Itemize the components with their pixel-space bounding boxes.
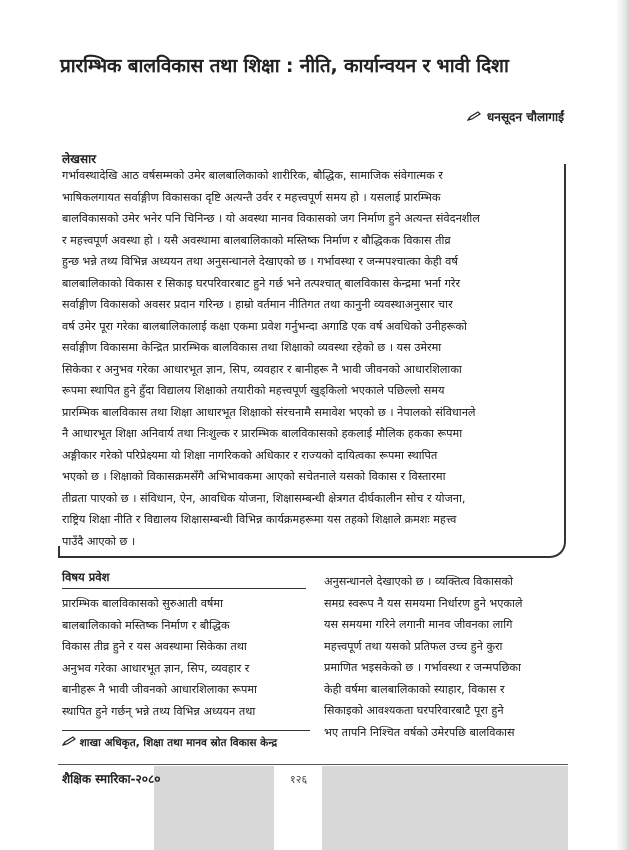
footer-rule	[58, 764, 568, 765]
footer-shade-right	[322, 766, 568, 850]
pen-icon	[467, 110, 481, 124]
text-line: सर्वाङ्गीण विकासमा केन्द्रित प्रारम्भिक बालविकास तथा शिक्षाको व्यवस्था रहेको छ । यस उमेरमा	[62, 341, 442, 354]
text-line: र महत्त्वपूर्ण अवस्था हो । यसै अवस्थामा बालबालिकाको मस्तिष्क निर्माण र बौद्धिकक विकास तीव्र	[62, 233, 451, 247]
text-line: बानीहरू नै भावी जीवनको आधारशिलाका रूपमा	[62, 683, 257, 696]
text-line: भाषिकलगायत सर्वाङ्गीण विकासका दृष्टि अत्यन्तै उर्वर र महत्त्वपूर्ण समय हो । यसलाई प्रारम्भिक	[62, 190, 441, 204]
text-line: हुन्छ भन्ने तथ्य विभिन्न अध्ययन तथा अनुसन्धानले देखाएको छ । गर्भावस्था र जन्मपश्चात्का केही वर्ष	[62, 255, 458, 268]
text-line: विकास तीव्र हुने र यस अवस्थामा सिकेका तथा	[62, 640, 247, 653]
intro-heading: विषय प्रवेश	[62, 570, 110, 584]
text-line: प्रारम्भिक बालविकासको सुरुआती वर्षमा	[62, 597, 223, 610]
text-line: गर्भावस्थादेखि आठ वर्षसम्मको उमेर बालबालिकाको शारीरिक, बौद्धिक, सामाजिक संवेगात्मक र	[62, 169, 443, 182]
text-line: वर्ष उमेर पूरा गरेका बालबालिकालाई कक्षा एकमा प्रवेश गर्नुभन्दा अगाडि एक वर्ष अवधिको उनीहरूको	[62, 319, 467, 333]
text-line: प्रारम्भिक बालविकास तथा शिक्षा आधारभूत शिक्षाको संरचनामै समावेश भएको छ । नेपालको संविधानले	[62, 405, 476, 419]
text-line: समग्र स्वरूप नै यस समयमा निर्धारण हुने भएकाले	[324, 596, 523, 610]
text-line: पाउँदै आएको छ ।	[62, 534, 136, 548]
text-line: अनुसन्धानले देखाएको छ । व्यक्तित्व विकासको	[324, 575, 513, 588]
text-line: अनुभव गरेका आधारभूत ज्ञान, सिप, व्यवहार र	[62, 661, 250, 675]
text-line: राष्ट्रिय शिक्षा नीति र विद्यालय शिक्षासम्बन्धी विभिन्न कार्यक्रमहरूमा यस तहको शिक्षाले क्रमशः महत्त्व	[62, 513, 457, 526]
footnote-text: शाखा अधिकृत, शिक्षा तथा मानव स्रोत विकास केन्द्र	[79, 737, 278, 749]
pen-icon	[62, 737, 80, 749]
text-line: रूपमा स्थापित हुने हुँदा विद्यालय शिक्षाको तयारीको महत्त्वपूर्ण खुड्किलो भएकाले पछिल्लो समय	[62, 384, 445, 397]
text-line: नै आधारभूत शिक्षा अनिवार्य तथा निःशुल्क र प्रारम्भिक बालविकासको हकलाई मौलिक हकका रूपमा	[62, 427, 463, 440]
text-line: प्रमाणित भइसकेको छ । गर्भावस्था र जन्मपछिका	[324, 661, 521, 674]
text-line: सिकेका र अनुभव गरेका आधारभूत ज्ञान, सिप, व्यवहार र बानीहरू नै भावी जीवनको आधारशिलाका	[62, 362, 462, 376]
author-line	[467, 108, 564, 125]
footnote	[62, 736, 322, 750]
author-name: धनसूदन चौलागाईं	[486, 110, 564, 124]
text-line: सिकाइको आवश्यकता घरपरिवारबाटै पूरा हुने	[324, 704, 504, 717]
text-line: बालविकासको उमेर भनेर पनि चिनिन्छ । यो अवस्था मानव विकासको जग निर्माण हुने अत्यन्त संवेदनशील	[62, 212, 480, 225]
journal-name: शैक्षिक स्मारिका-२०८०	[62, 772, 161, 786]
text-line: महत्त्वपूर्ण तथा यसको प्रतिफल उच्च हुने कुरा	[324, 639, 503, 653]
text-line: स्थापित हुने गर्छन् भन्ने तथ्य विभिन्न अध्ययन तथा	[62, 704, 256, 718]
text-line: भएको छ । शिक्षाको विकासक्रमसँगै अभिभावकमा आएको सचेतनाले यसको विकास र विस्तारमा	[62, 470, 446, 483]
page-number: १२६	[290, 773, 308, 786]
footer-shade-left	[154, 766, 274, 850]
text-line: अङ्गीकार गरेको परिप्रेक्ष्यमा यो शिक्षा नागरिकको अधिकार र राज्यको दायित्वका रूपमा स्थापित	[62, 448, 438, 462]
intro-heading-rule	[62, 588, 306, 589]
text-line: तीव्रता पाएको छ । संविधान, ऐन, आवधिक योजना, शिक्षासम्बन्धी क्षेत्रगत दीर्घकालीन सोच र योजना,	[62, 491, 466, 505]
text-line: बालबालिकाको मस्तिष्क निर्माण र बौद्धिक	[62, 618, 230, 632]
abstract-heading: लेखसार	[62, 152, 97, 166]
text-line: भए तापनि निश्चित वर्षको उमेरपछि बालविकास	[324, 725, 515, 739]
article-title: प्रारम्भिक बालविकास तथा शिक्षा : नीति, कार्यान्वयन र भावी दिशा	[60, 55, 509, 77]
page-edge-shadow	[616, 0, 630, 850]
text-line: केही वर्षमा बालबालिकाको स्याहार, विकास र	[324, 682, 505, 696]
text-line: सर्वाङ्गीण विकासको अवसर प्रदान गरिन्छ । हाम्रो वर्तमान नीतिगत तथा कानुनी व्यवस्थाअनुसार चार	[62, 298, 453, 311]
text-line: यस समयमा गरिने लगानी मानव जीवनका लागि	[324, 618, 513, 631]
text-line: बालबालिकाको विकास र सिकाइ घरपरिवारबाट हुने गर्छ भने तत्पश्चात् बालविकास केन्द्रमा भर्ना गरेर	[62, 276, 461, 290]
footnote-rule	[62, 730, 310, 731]
